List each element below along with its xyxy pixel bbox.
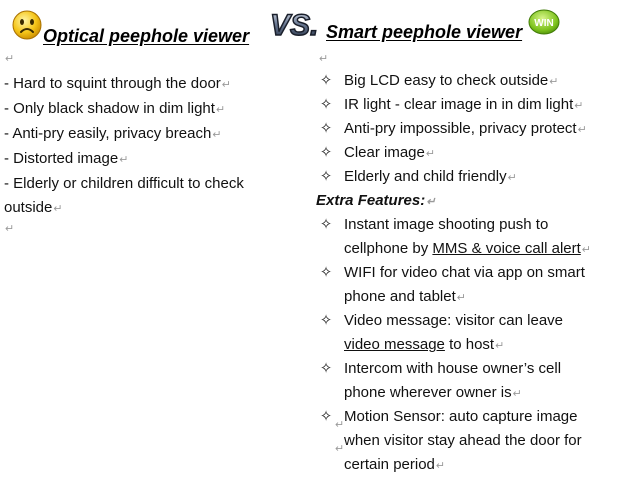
sparkle-bullet-icon: ✧ bbox=[319, 144, 333, 161]
sparkle-bullet-icon: ✧ bbox=[319, 168, 333, 185]
paragraph-mark: ↵ bbox=[5, 53, 15, 65]
sparkle-bullet-icon: ✧ bbox=[319, 120, 333, 137]
sparkle-bullet-icon: ✧ bbox=[319, 96, 333, 113]
mms-voice-alert-link: MMS & voice call alert bbox=[432, 240, 581, 257]
win-badge-label: WIN bbox=[534, 18, 554, 29]
paragraph-mark: ↵ bbox=[335, 443, 345, 455]
sparkle-bullet-icon: ✧ bbox=[319, 312, 333, 329]
optical-item: - Elderly or children difficult to check bbox=[4, 175, 244, 192]
sparkle-bullet-icon: ✧ bbox=[319, 408, 333, 425]
vs-label: VS. bbox=[270, 9, 319, 42]
paragraph-mark: ↵ bbox=[319, 53, 329, 65]
optical-list bbox=[4, 72, 244, 221]
sparkle-bullet-icon: ✧ bbox=[319, 360, 333, 377]
vs-logo bbox=[268, 4, 320, 44]
paragraph-mark: ↵ bbox=[5, 223, 15, 235]
sad-face-icon bbox=[11, 9, 43, 41]
sparkle-bullet-icon: ✧ bbox=[319, 216, 333, 233]
optical-item: - Anti-pry easily, privacy breach↵ bbox=[4, 125, 222, 142]
optical-title: Optical peephole viewer bbox=[43, 26, 250, 46]
sparkle-bullet-icon: ✧ bbox=[319, 264, 333, 281]
paragraph-mark: ↵ bbox=[335, 419, 345, 431]
extra-features-heading: Extra Features:↵ bbox=[316, 192, 436, 209]
video-message-link: video message bbox=[344, 336, 445, 353]
optical-item: outside↵ bbox=[4, 199, 63, 216]
optical-item: - Distorted image↵ bbox=[4, 150, 129, 167]
sparkle-bullet-icon: ✧ bbox=[319, 72, 333, 89]
smart-title: Smart peephole viewer bbox=[326, 22, 523, 42]
win-badge-icon bbox=[527, 8, 561, 38]
optical-item: - Only black shadow in dim light↵ bbox=[4, 100, 226, 117]
optical-item: - Hard to squint through the door↵ bbox=[4, 75, 232, 92]
